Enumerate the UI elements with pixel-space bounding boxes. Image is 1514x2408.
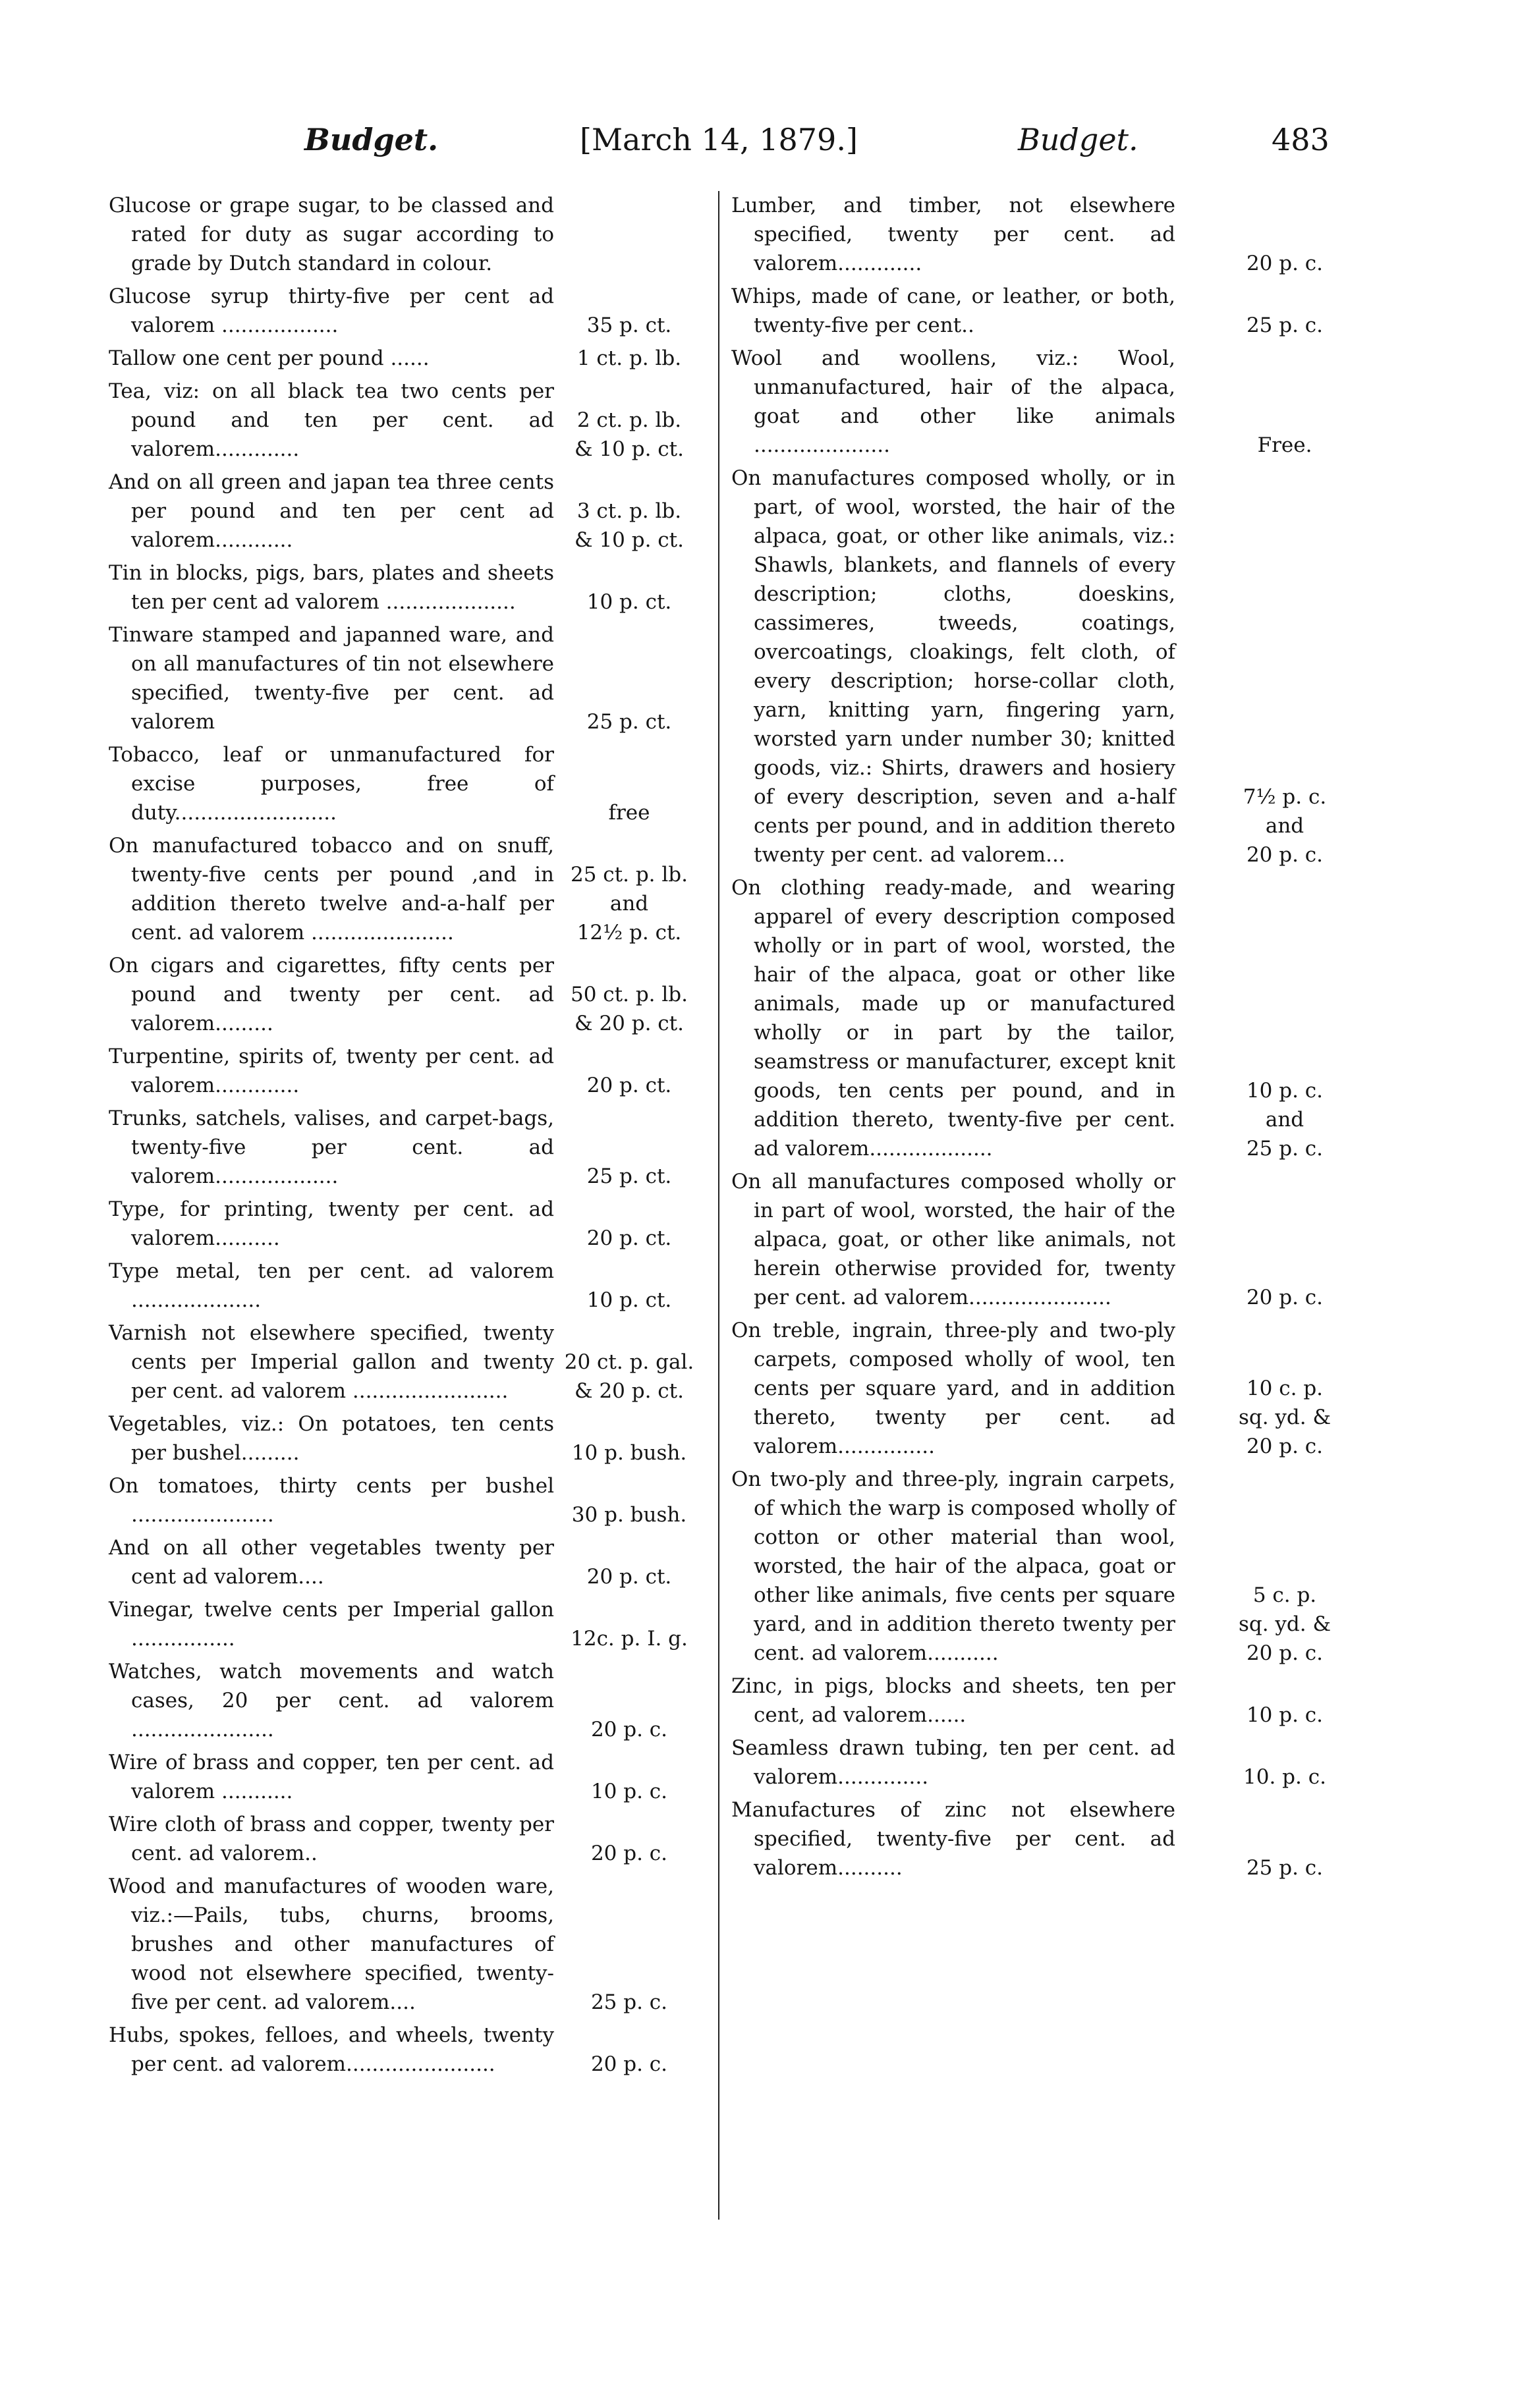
tariff-rate: 12c. p. I. g. (571, 1627, 688, 1651)
tariff-entry (109, 559, 715, 616)
tariff-description: Glucose or grape sugar, to be classed and rated for duty as sugar according to grade by Dutch standard in colour. (109, 194, 554, 275)
tariff-entry (731, 1672, 1397, 1730)
column-divider (718, 191, 719, 2220)
tariff-description: Wire cloth of brass and copper, twenty per cent. ad valorem.. (109, 1813, 554, 1865)
tariff-entry (731, 282, 1397, 340)
tariff-entry (109, 344, 715, 373)
tariff-entry (731, 1734, 1397, 1792)
tariff-entry (109, 1872, 715, 2017)
tariff-entry (731, 873, 1397, 1163)
tariff-rate: 10 c. p. sq. yd. & 20 p. c. (1238, 1377, 1332, 1458)
tariff-description: Watches, watch movements and watch cases, 20 per cent. ad valorem ...................... (109, 1660, 554, 1741)
tariff-description: Type, for printing, twenty per cent. ad valorem.......... (109, 1197, 554, 1250)
tariff-entry (109, 1195, 715, 1253)
tariff-description: Type metal, ten per cent. ad valorem .................... (109, 1259, 554, 1312)
tariff-rate: 20 ct. p. gal. & 20 p. ct. (564, 1350, 694, 1403)
tariff-entry (109, 1104, 715, 1191)
tariff-description: Glucose syrup thirty-five per cent ad valorem .................. (109, 285, 554, 337)
tariff-rate: 30 p. bush. (571, 1503, 687, 1527)
tariff-rate: 5 c. p. sq. yd. & 20 p. c. (1238, 1583, 1332, 1665)
tariff-entry (109, 1319, 715, 1406)
tariff-description: Manufactures of zinc not elsewhere specified, twenty-five per cent. ad valorem.......... (731, 1798, 1175, 1880)
tariff-rate: 10 p. c. (590, 1780, 668, 1803)
page-number: 483 (1272, 122, 1330, 157)
tariff-rate: 20 p. c. (1246, 252, 1324, 275)
tariff-description: Tinware stamped and japanned ware, and on all manufactures of tin not elsewhere specified, twenty-five per cent. ad valorem (109, 623, 554, 734)
tariff-entry (109, 1409, 715, 1467)
page-header (0, 122, 1514, 175)
tariff-entry (731, 464, 1397, 869)
tariff-entry (731, 1465, 1397, 1668)
tariff-entry (731, 344, 1397, 460)
tariff-description: Wool and woollens, viz.: Wool, unmanufactured, hair of the alpaca, goat and other like animals ..................... (731, 346, 1175, 457)
tariff-rate: 25 p. ct. (586, 710, 672, 734)
tariff-rate: 10 p. c. and 25 p. c. (1246, 1079, 1324, 1161)
tariff-rate: 25 p. c. (1246, 1856, 1324, 1880)
tariff-entry (731, 191, 1397, 278)
running-head-date: [March 14, 1879.] (580, 122, 858, 157)
tariff-entry (109, 951, 715, 1038)
tariff-entry (109, 1595, 715, 1653)
tariff-entry (109, 831, 715, 947)
tariff-description: Hubs, spokes, felloes, and wheels, twenty per cent. ad valorem....................... (109, 2023, 554, 2076)
tariff-entry (731, 1795, 1397, 1882)
tariff-description: Trunks, satchels, valises, and carpet-bags, twenty-five per cent. ad valorem................... (109, 1107, 554, 1188)
tariff-description: On tomatoes, thirty cents per bushel ...................... (109, 1474, 554, 1527)
tariff-entry (731, 1167, 1397, 1312)
tariff-entry (109, 620, 715, 736)
tariff-rate: 25 p. c. (1246, 314, 1324, 337)
tariff-entry (109, 282, 715, 340)
tariff-description: On cigars and cigarettes, fifty cents per pound and twenty per cent. ad valorem......... (109, 954, 554, 1035)
tariff-entry (109, 1657, 715, 1744)
tariff-rate: 10 p. ct. (586, 590, 672, 614)
tariff-rate: 20 p. c. (1246, 1286, 1324, 1309)
running-head-left: Budget. (304, 122, 439, 157)
tariff-entry (109, 468, 715, 555)
tariff-description: Seamless drawn tubing, ten per cent. ad valorem.............. (731, 1736, 1175, 1789)
tariff-rate: 20 p. c. (590, 1718, 668, 1741)
tariff-description: On treble, ingrain, three-ply and two-ply carpets, composed wholly of wool, ten cents per square yard, and in addition thereto, twenty per cent. ad valorem............... (731, 1319, 1175, 1458)
tariff-description: Varnish not elsewhere specified, twenty cents per Imperial gallon and twenty per cent. ad valorem ........................ (109, 1321, 554, 1403)
tariff-rate: 25 p. ct. (586, 1164, 672, 1188)
tariff-description: Tin in blocks, pigs, bars, plates and sheets ten per cent ad valorem .................... (109, 561, 554, 614)
tariff-rate: 2 ct. p. lb. & 10 p. ct. (575, 408, 684, 461)
tariff-entry (731, 1316, 1397, 1461)
tariff-entry (109, 1810, 715, 1868)
tariff-entry (109, 1257, 715, 1315)
tariff-description: Vegetables, viz.: On potatoes, ten cents per bushel......... (109, 1412, 554, 1465)
tariff-description: Tobacco, leaf or unmanufactured for excise purposes, free of duty......................... (109, 743, 554, 825)
tariff-description: Tea, viz: on all black tea two cents per pound and ten per cent. ad valorem............. (109, 379, 554, 461)
left-column (109, 191, 715, 2083)
tariff-entry (109, 191, 715, 278)
tariff-entry (109, 1533, 715, 1591)
tariff-rate: 10. p. c. (1243, 1765, 1326, 1789)
tariff-rate: 35 p. ct. (586, 314, 672, 337)
tariff-description: Lumber, and timber, not elsewhere specified, twenty per cent. ad valorem............. (731, 194, 1175, 275)
tariff-entry (109, 1471, 715, 1529)
tariff-rate: free (608, 801, 650, 825)
tariff-description: Whips, made of cane, or leather, or both, twenty-five per cent.. (731, 285, 1175, 337)
tariff-description: Wire of brass and copper, ten per cent. ad valorem ........... (109, 1751, 554, 1803)
tariff-rate: 20 p. ct. (586, 1565, 672, 1589)
running-head-right: Budget. (1018, 122, 1138, 157)
tariff-entry (109, 377, 715, 464)
tariff-description: Zinc, in pigs, blocks and sheets, ten per cent, ad valorem...... (731, 1674, 1175, 1727)
tariff-rate: 25 ct. p. lb. and 12½ p. ct. (571, 863, 688, 944)
tariff-description: And on all green and japan tea three cents per pound and ten per cent ad valorem............ (109, 470, 554, 552)
tariff-rate: 20 p. c. (590, 1842, 668, 1865)
tariff-description: On all manufactures composed wholly or in part of wool, worsted, the hair of the alpaca, goat, or other like animals, not herein otherwise provided for, twenty per cent. ad valorem...................... (731, 1170, 1175, 1309)
tariff-entry (109, 2021, 715, 2079)
tariff-rate: 20 p. ct. (586, 1074, 672, 1097)
tariff-rate: 7½ p. c. and 20 p. c. (1243, 785, 1327, 867)
tariff-rate: 20 p. ct. (586, 1226, 672, 1250)
tariff-description: And on all other vegetables twenty per cent ad valorem.... (109, 1536, 554, 1589)
tariff-description: On clothing ready-made, and wearing apparel of every description composed wholly or in part of wool, worsted, the hair of the alpaca, goat or other like animals, made up or manufactured wholly or in part by the tailor, seamstress or manufacturer, except knit goods, ten cents per pound, and in addition thereto, twenty-five per cent. ad valorem................... (731, 876, 1175, 1161)
tariff-description: On manufactures composed wholly, or in part, of wool, worsted, the hair of the alpaca, goat, or other like animals, viz.: Shawls, blankets, and flannels of every description; cloths, doeskins, cassimeres, tweeds, coatings, overcoatings, cloakings, felt cloth, of every description; horse-collar cloth, yarn, knitting yarn, fingering yarn, worsted yarn under number 30; knitted goods, viz.: Shirts, drawers and hosiery of every description, seven and a-half cents per pound, and in addition thereto twenty per cent. ad valorem... (731, 466, 1175, 867)
tariff-rate: 10 p. c. (1246, 1703, 1324, 1727)
right-column (731, 191, 1397, 1886)
tariff-description: Tallow one cent per pound ...... (109, 346, 430, 370)
tariff-rate: 3 ct. p. lb. & 10 p. ct. (575, 499, 684, 552)
tariff-entry (109, 1748, 715, 1806)
tariff-rate: 50 ct. p. lb. & 20 p. ct. (571, 983, 688, 1035)
tariff-entry (109, 1042, 715, 1100)
tariff-rate: 10 p. ct. (586, 1288, 672, 1312)
tariff-rate: 20 p. c. (590, 2052, 668, 2076)
tariff-description: Vinegar, twelve cents per Imperial gallon ................ (109, 1598, 554, 1651)
tariff-rate: 1 ct. p. lb. (576, 346, 682, 370)
tariff-description: Turpentine, spirits of, twenty per cent. ad valorem............. (109, 1045, 554, 1097)
tariff-entry (109, 740, 715, 827)
tariff-description: On two-ply and three-ply, ingrain carpets, of which the warp is composed wholly of cotton or other material than wool, worsted, the hair of the alpaca, goat or other like animals, five cents per square yard, and in addition thereto twenty per cent. ad valorem........... (731, 1467, 1175, 1665)
tariff-rate: Free. (1257, 433, 1312, 457)
tariff-rate: 10 p. bush. (571, 1441, 687, 1465)
tariff-rate: 25 p. c. (590, 1990, 668, 2014)
tariff-description: On manufactured tobacco and on snuff, twenty-five cents per pound ,and in addition thereto twelve and-a-half per cent. ad valorem ...................... (109, 834, 554, 944)
tariff-description: Wood and manufactures of wooden ware, viz.:—Pails, tubs, churns, brooms, brushes and other manufactures of wood not elsewhere specified, twenty-five per cent. ad valorem.... (109, 1874, 554, 2014)
